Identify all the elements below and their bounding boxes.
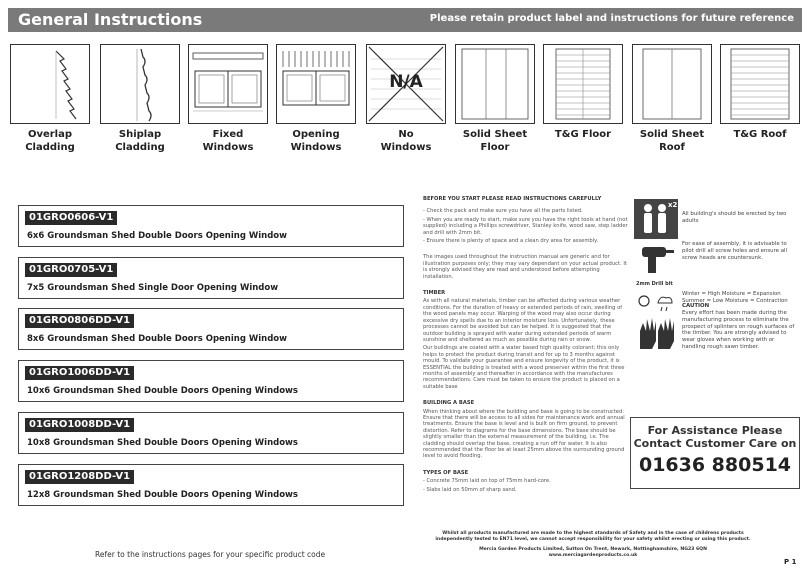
header-subtitle: Please retain product label and instructions for future reference	[429, 13, 794, 24]
before-item: - Check the pack and make sure you have all the parts listed.	[423, 208, 583, 215]
cladding-label	[715, 128, 805, 141]
label-text: T&G Floor	[554, 129, 612, 140]
drill-label: 2mm Drill bit	[636, 281, 673, 287]
assist-line-1: For Assistance Please	[647, 424, 783, 437]
header-bar	[8, 8, 802, 32]
label-text: T&G Roof	[733, 129, 787, 140]
product-code: 01GRO1008DD-V1	[25, 418, 134, 432]
product-box	[18, 205, 404, 247]
types-item: - Slabs laid on 50mm of sharp sand.	[423, 486, 517, 493]
tg-roof-icon	[720, 44, 800, 124]
people-badge: x2	[668, 201, 678, 209]
weather-text: Winter = High Moisture = Expansion Summer = Low Moisture = Contraction	[682, 291, 788, 304]
product-box	[18, 360, 404, 402]
cladding-label	[627, 128, 717, 154]
label-text: Shiplap Cladding	[115, 129, 165, 153]
label-text: Overlap Cladding	[25, 129, 75, 153]
timber-text: As with all natural materials, timber can be affected during various weather conditions. For the duration of heavy or extended periods of rain, swelling of the wood panels may occur. Warping of the wood may also occur during excessive dry spells due to an interior moisture loss. Unfortunately, these processes cannot be avoided but can be helped. It is suggested that the outdoor building is sprayed with water during extended periods of warm sunshine and sheltered as much as possible during rain or snow.	[423, 298, 623, 343]
caution-heading: CAUTION	[682, 303, 710, 309]
cladding-label	[271, 128, 361, 154]
product-code: 01GRO0606-V1	[25, 211, 117, 225]
label-text: Fixed Windows	[202, 129, 254, 153]
product-name: 7x5 Groundsman Shed Single Door Opening Window	[27, 283, 279, 293]
label-text: Solid Sheet Roof	[639, 129, 705, 153]
people-text: All building's should be erected by two adults	[682, 211, 787, 224]
solid-sheet-floor-icon	[455, 44, 535, 124]
base-heading: BUILDING A BASE	[423, 400, 475, 407]
cladding-label	[538, 128, 628, 141]
images-note: The images used throughout the instruction manual are generic and for illustration purposes only; they may vary dependant on your actual product. It is strongly advised they are read and understood before attempting installation.	[423, 254, 627, 280]
product-code: 01GRO1006DD-V1	[25, 366, 134, 380]
timber-text-2: Our buildings are coated with a water based high quality colorant; this only helps to protect the product during transit and for up to 3 months against mould. To validate your guarantee and ensure longevity of the product, it is ESSENTIAL the building is treated with a wood preserver within the first three months of assembly and thereafter in accordance with the manufactures recommendations. Care must be taken to ensure the product is placed on a suitable base	[423, 345, 625, 390]
opening-window-icon	[276, 44, 356, 124]
cladding-label	[361, 128, 451, 154]
product-box	[18, 464, 404, 506]
before-heading: BEFORE YOU START PLEASE READ INSTRUCTIONS CAREFULLY	[423, 196, 602, 202]
product-code: 01GRO0705-V1	[25, 263, 117, 277]
no-windows-icon	[366, 44, 446, 124]
assist-line-2: Contact Customer Care on	[633, 437, 797, 450]
product-box	[18, 412, 404, 454]
product-name: 10x6 Groundsman Shed Double Doors Opening Windows	[27, 386, 298, 396]
refer-note: Refer to the instructions pages for your specific product code	[95, 550, 326, 559]
website: www.merciagardenproducts.co.uk	[548, 553, 638, 558]
label-text: No Windows	[380, 129, 432, 153]
types-heading: TYPES OF BASE	[423, 469, 469, 476]
before-item: - When you are ready to start, make sure you have the right tools at hand (not supplied) including a Phillips screwdriver, Stanley knife, wood saw, step ladder and drill with 2mm bit.	[423, 216, 628, 236]
shiplap-cladding-icon	[100, 44, 180, 124]
product-name: 6x6 Groundsman Shed Double Doors Opening Window	[27, 231, 287, 241]
cladding-types-row	[10, 44, 800, 164]
label-text: Solid Sheet Floor	[462, 129, 528, 153]
before-item: - Ensure there is plenty of space and a clean dry area for assembly.	[423, 238, 599, 245]
assistance-box	[630, 417, 800, 489]
product-code: 01GRO0806DD-V1	[25, 314, 134, 328]
types-item: - Concrete 75mm laid on top of 75mm hard-core.	[423, 478, 551, 485]
product-code: 01GRO1208DD-V1	[25, 470, 134, 484]
safety-panel	[630, 197, 800, 369]
fine-print: Whilst all products manufactured are made to the highest standards of Safety and in the case of childrens products independently tested to EN71 level, we cannot accept responsibility for your safety whilst erecting or using this product.	[435, 531, 751, 542]
address-block	[423, 547, 763, 559]
product-name: 10x8 Groundsman Shed Double Doors Opening Windows	[27, 438, 298, 448]
drill-text: For ease of assembly, it is advisable to pilot drill all screw holes and ensure all screw heads are countersunk.	[682, 241, 787, 261]
gloves-icon	[634, 313, 678, 353]
instructions-column	[423, 196, 629, 495]
weather-icon	[634, 289, 678, 313]
two-people-icon	[634, 199, 678, 239]
product-name: 8x6 Groundsman Shed Double Doors Opening Window	[27, 334, 287, 344]
fixed-window-icon	[188, 44, 268, 124]
cladding-label	[183, 128, 273, 154]
drill-icon	[634, 241, 678, 281]
solid-sheet-roof-icon	[632, 44, 712, 124]
cladding-label	[95, 128, 185, 154]
label-text: Opening Windows	[290, 129, 342, 153]
caution-text: Every effort has been made during the manufacturing process to eliminate the prospect of splinters on rough surfaces of the timber. You are strongly advised to wear gloves when working with or handling rough sawn timber.	[682, 310, 795, 350]
product-box	[18, 257, 404, 299]
address: Mercia Garden Products Limited, Sutton On Trent, Newark, Nottinghamshire, NG23 6QN	[479, 547, 707, 552]
page-title: General Instructions	[18, 10, 203, 29]
overlap-cladding-icon	[10, 44, 90, 124]
cladding-label	[450, 128, 540, 154]
tg-floor-icon	[543, 44, 623, 124]
product-box	[18, 308, 404, 350]
base-text: When thinking about where the building and base is going to be constructed: Ensure that there will be access to all sides for maintenance work and annual treatments. Ensure the base is level and is built on firm ground, to prevent distortion. Refer to diagrams for the base dimensions. The base should be slightly smaller than the external measurement of the building, i.e. The cladding should overlap the base, creating a run off for water. It is also recommended that the floor be at least 25mm above the surrounding ground level to avoid flooding.	[423, 408, 625, 460]
cladding-label	[5, 128, 95, 154]
phone-number: 01636 880514	[638, 454, 792, 476]
timber-heading: TIMBER	[423, 290, 446, 297]
product-name: 12x8 Groundsman Shed Double Doors Opening Windows	[27, 490, 298, 500]
page-number: P 1	[784, 558, 797, 566]
na-overlay: N/A	[389, 72, 423, 92]
